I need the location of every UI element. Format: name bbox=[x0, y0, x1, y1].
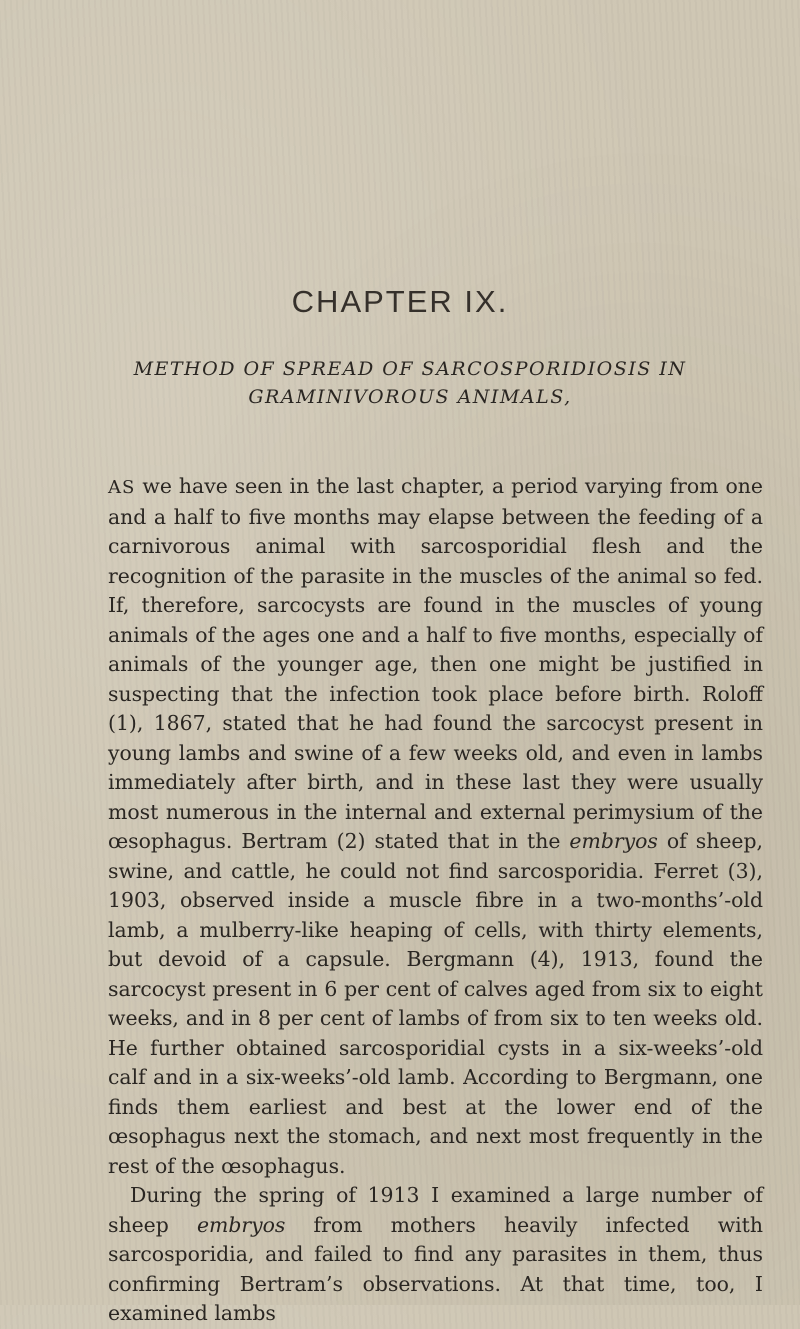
text-segment: we have seen in the last chapter, a period varying from one and a half to five months may elapse between the feeding of a carnivorous animal with sarcosporidial flesh and the recognition of the parasite in the muscles of the animal so fed. If, therefore, sarcocysts are found in the muscles of young animals of the ages one and a half to five months, especially of animals of the younger age, then one might be justified in suspecting that the infection took place before birth. Roloff (1), 1867, stated that he had found the sarcocyst present in young lambs and swine of a few weeks old, and even in lambs immediately after birth, and in these last they were usually most numerous in the internal and external perimysium of the œsophagus. Bertram (2) stated that in the bbox=[108, 474, 763, 853]
italic-term: embryos bbox=[569, 829, 658, 853]
text-segment: During the spring of 1913 I examined a large number of sheep bbox=[108, 1183, 763, 1237]
chapter-subtitle: METHOD OF SPREAD OF SARCOSPORIDIOSIS IN GRAMINIVOROUS ANIMALS, bbox=[133, 358, 687, 408]
drop-cap: AS bbox=[108, 477, 136, 498]
paragraph-2 bbox=[108, 1181, 763, 1329]
body-text bbox=[108, 472, 763, 1329]
chapter-heading: CHAPTER IX. bbox=[291, 284, 509, 319]
italic-term: embryos bbox=[196, 1212, 286, 1237]
text-segment: from mothers heavily infected with sarcosporidia, and failed to find any parasites in them, thus confirming Bertram’s observations. At that time, too, I examined lambs bbox=[108, 1212, 763, 1325]
text-segment: of sheep, swine, and cattle, he could not find sarcosporidia. Ferret (3), 1903, observed inside a muscle fibre in a two-months’-old lamb, a mulberry-like heaping of cells, with thirty elements, but devoid of a capsule. Bergmann (4), 1913, found the sarcocyst present in 6 per cent of calves aged from six to eight weeks, and in 8 per cent of lambs of from six to ten weeks old. He further obtained sarcosporidial cysts in a six-weeks’-old calf and in a six-weeks’-old lamb. According to Bergmann, one finds them earliest and best at the lower end of the œsophagus next the stomach, and next most frequently in the rest of the œsophagus. bbox=[108, 829, 763, 1178]
paragraph-1 bbox=[108, 472, 763, 1181]
